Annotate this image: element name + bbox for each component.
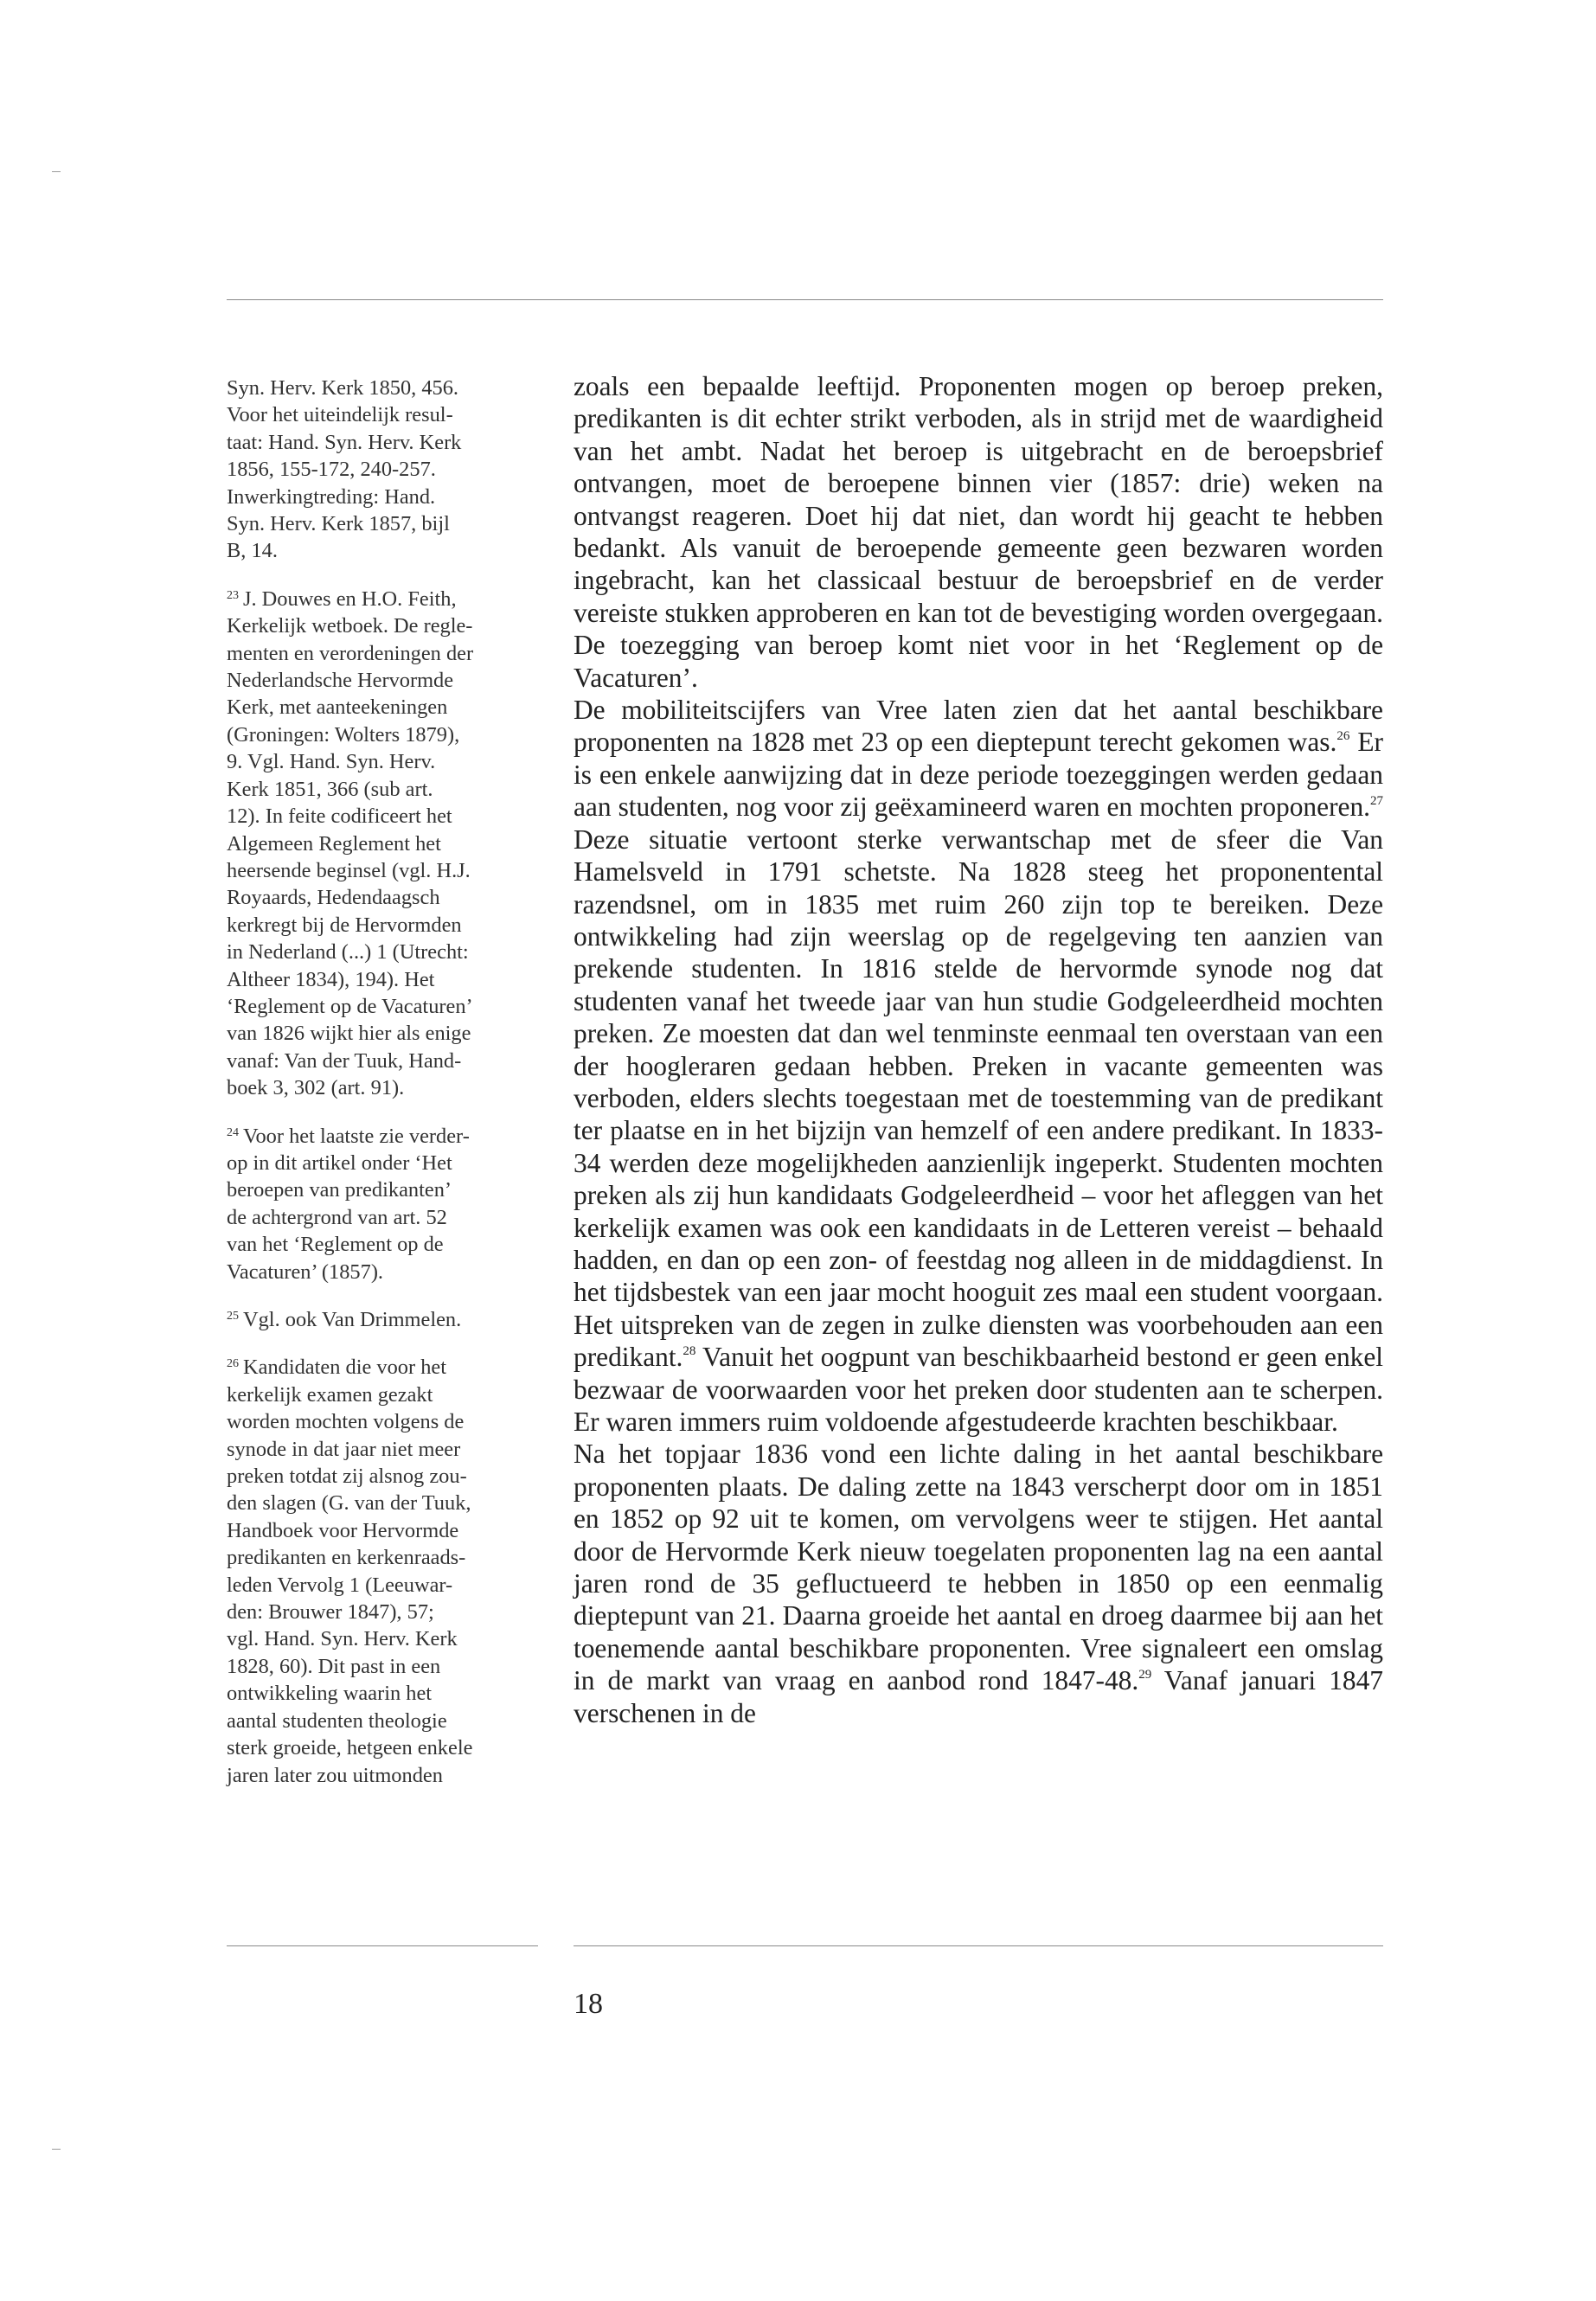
text-segment: Deze situatie vertoont sterke verwantschap met de sfeer die Van Hamelsveld in 1791 schetste. Na 1828 steeg het proponentental razendsnel, om in 1835 met ruim 260 zijn top te bereiken. Deze ontwikkeling had zijn weerslag op de regelgeving ten aanzien van prekende studenten. In 1816 stelde de hervormde synode nog dat studenten vanaf het tweede jaar van hun studie Godgeleerdheid mochten preken. Ze moesten dat dan wel tenminste eenmaal ten overstaan van een der hoogleraren gedaan hebben. Preken in vacante gemeenten was verboden, elders slechts toegestaan met de toestemming van de predikant ter plaatse en in het bijzijn van hemzelf of een andere predikant. In 1833-34 werden deze mogelijkheden aanzienlijk ingeperkt. Studenten mochten preken als zij hun kandidaats Godgeleerdheid – voor het afleggen van het kerkelijk examen was ook een kandidaats in de Letteren vereist – behaald hadden, en dan op een zon- of feestdag nog alleen in de middagdienst. In het tijdsbestek van een jaar mocht hooguit zes maal een student voorgaan. Het uitspreken van de zegen in zulke diensten was voorbehouden aan een predikant.: [574, 824, 1383, 1373]
footnote-text: Kandidaten die voor het kerkelijk examen gezakt worden mochten volgens de synode in dat jaar niet meer preken totdat zij alsnog zou- den slagen (G. van der Tuuk, Handboek voor Hervormde predikanten en kerkenraads- leden Vervolg 1 (Leeuwar- den: Brouwer 1847), 57; vgl. Hand. Syn. Herv. Kerk 1828, 60). Dit past in een ontwikkeling waarin het aantal studenten theologie sterk groeide, hetgeen enkele jaren later zou uitmonden: [227, 1356, 473, 1787]
footnote-column: [227, 375, 542, 1806]
page-number: 18: [574, 1988, 603, 2020]
footnote-text: Vgl. ook Van Drimmelen.: [243, 1308, 462, 1331]
footnote-ref-26: 26: [1336, 729, 1350, 744]
main-text-column: [574, 370, 1383, 1729]
footnote-column-bottom-rule: [227, 1945, 538, 1946]
footnote-number: 23: [227, 588, 239, 602]
footnote-25: [227, 1303, 542, 1333]
footnote-number: 24: [227, 1125, 239, 1139]
footnote-ref-27: 27: [1370, 794, 1383, 809]
footnote-22-continued: Syn. Herv. Kerk 1850, 456. Voor het uiteindelijk resul- taat: Hand. Syn. Herv. Kerk 1856, 155-172, 240-257. Inwerkingtreding: Hand. Syn. Herv. Kerk 1857, bijl B, 14.: [227, 376, 462, 563]
body-paragraph-1: zoals een bepaalde leeftijd. Proponenten mogen op beroep preken, predikanten is dit echter strikt verboden, als in strijd met de waardigheid van het ambt. Nadat het beroep is uitgebracht en de beroepsbrief ontvangen, moet de beroepene binnen vier (1857: drie) weken na ontvangst reageren. Doet hij dat niet, dan wordt hij geacht te hebben bedankt. Als vanuit de beroepende gemeente geen bezwaren worden ingebracht, kan het classicaal bestuur de beroepsbrief en de verder vereiste stukken approberen en kan tot de bevestiging worden overgegaan. De toezegging van beroep komt niet voor in het ‘Reglement op de Vacaturen’.: [574, 371, 1383, 693]
footnote-text: J. Douwes en H.O. Feith, Kerkelijk wetboek. De regle- menten en verordeningen der Nederlandsche Hervormde Kerk, met aanteekeningen (Groningen: Wolters 1879), 9. Vgl. Hand. Syn. Herv. Kerk 1851, 366 (sub art. 12). In feite codificeert het Algemeen Reglement het heersende beginsel (vgl. H.J. Royaards, Hedendaagsch kerkregt bij de Hervormden in Nederland (...) 1 (Utrecht: Altheer 1834), 194). Het ‘Reglement op de Vacaturen’ van 1826 wijkt hier als enige vanaf: Van der Tuuk, Hand- boek 3, 302 (art. 91).: [227, 586, 474, 1100]
footnote-ref-29: 29: [1138, 1668, 1152, 1682]
footnote-26: [227, 1350, 542, 1789]
footnote-number: 25: [227, 1310, 239, 1323]
footnote-ref-28: 28: [683, 1344, 696, 1359]
text-segment: Na het topjaar 1836 vond een lichte daling in het aantal beschikbare proponenten plaats. De daling zette na 1843 verscherpt door om in 1851 en 1852 op 92 uit te komen, om vervolgens weer te stijgen. Het aantal door de Hervormde Kerk nieuw toegelaten proponenten lag na een aantal jaren rond de 35 gefluctueerd te hebben in 1850 op een eenmalig dieptepunt van 21. Daarna groeide het aantal en droeg daarmee bij aan het toenemende aantal beschikbare proponenten. Vree signaleert een omslag in de markt van vraag en aanbod rond 1847-48.: [574, 1439, 1383, 1696]
text-segment: Vanaf januari 1847 verschenen in de: [574, 1665, 1383, 1728]
header-rule: [227, 299, 1383, 300]
body-paragraph-2: [574, 694, 1383, 1438]
crop-mark-top-left: [52, 171, 61, 172]
footnote-text: Voor het laatste zie verder- op in dit artikel onder ‘Het beroepen van predikanten’ de achtergrond van art. 52 van het ‘Reglement op de Vacaturen’ (1857).: [227, 1124, 470, 1284]
crop-mark-bottom-left: [52, 2149, 61, 2150]
footnote-23: [227, 582, 542, 1102]
body-column-bottom-rule: [574, 1945, 1383, 1946]
footnote-number: 26: [227, 1357, 239, 1371]
text-segment: Vanuit het oogpunt van beschikbaarheid bestond er geen enkel bezwaar de voorwaarden voor het preken door studenten aan te scherpen. Er waren immers ruim voldoende afgestudeerde krachten beschikbaar.: [574, 1342, 1383, 1437]
body-paragraph-3: [574, 1438, 1383, 1729]
text-segment: De mobiliteitscijfers van Vree laten zien dat het aantal beschikbare proponenten na 1828 met 23 op een dieptepunt terecht gekomen was.: [574, 695, 1383, 758]
text-segment: Er is een enkele aanwijzing dat in deze periode toezeggingen werden gedaan aan studenten, nog voor zij geëxamineerd waren en mochten proponeren.: [574, 727, 1383, 823]
footnote-24: [227, 1119, 542, 1285]
